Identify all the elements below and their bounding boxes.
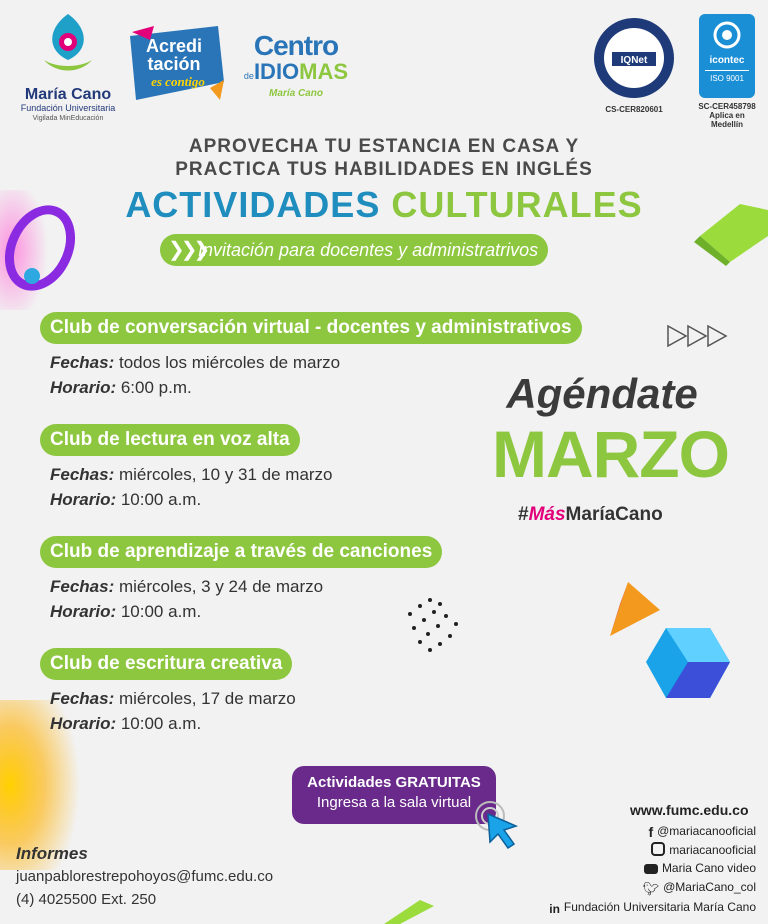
facebook-handle: @mariacanooficial: [657, 824, 756, 838]
fechas-value: miércoles, 17 de marzo: [114, 689, 296, 708]
activity-details: [50, 686, 296, 736]
hashtag-hash: #: [518, 504, 529, 525]
contact-email[interactable]: juanpablorestrepohoyos@fumc.edu.co: [16, 868, 274, 885]
title-word-2: CULTURALES: [391, 184, 643, 225]
cert-iqnet: [592, 16, 676, 114]
hashtag-rest: MaríaCano: [565, 504, 663, 525]
hashtag: [518, 504, 663, 526]
invite-text: Invitación para docentes y administratrivos: [198, 240, 539, 260]
centro-line1: Centro: [253, 30, 339, 61]
icontec-code: SC-CER458798: [698, 102, 756, 111]
activity-details: [50, 462, 333, 512]
decor-arrows: [666, 324, 728, 348]
invite-banner: [160, 234, 548, 266]
fechas-label: Fechas:: [50, 689, 115, 708]
centro-line2: [240, 60, 352, 88]
decor-blue-cube: [644, 626, 732, 700]
acred-line1: Acredi: [145, 36, 203, 56]
instagram-handle: mariacanooficial: [669, 843, 756, 857]
instagram-icon: [651, 842, 665, 856]
horario-label: Horario:: [50, 602, 117, 621]
fechas-label: Fechas:: [50, 465, 115, 484]
fechas-label: Fechas:: [50, 353, 115, 372]
horario-value: 10:00 a.m.: [116, 714, 202, 733]
activity-title: Club de aprendizaje a través de canciones: [40, 536, 442, 568]
youtube-icon: [644, 864, 658, 874]
icontec-label: icontec: [709, 55, 745, 66]
fechas-label: Fechas:: [50, 577, 115, 596]
contact-phone: (4) 4025500 Ext. 250: [16, 891, 157, 908]
centro-de: de: [243, 71, 254, 81]
virtual-room-button[interactable]: [292, 766, 496, 824]
horario-label: Horario:: [50, 714, 117, 733]
horario-value: 6:00 p.m.: [116, 378, 192, 397]
headline-line2: PRACTICA TUS HABILIDADES EN INGLÉS: [175, 159, 593, 180]
logo-maria-cano: [18, 12, 118, 122]
acred-line2: tación: [147, 54, 201, 74]
maria-cano-vigilada: Vigilada MinEducación: [32, 115, 104, 122]
informes-label: Informes: [16, 844, 88, 863]
horario-value: 10:00 a.m.: [116, 602, 202, 621]
maria-cano-name: María Cano: [24, 86, 112, 103]
svg-text:IQNet: IQNet: [620, 55, 648, 66]
cta-line2: Ingresa a la sala virtual: [316, 794, 472, 811]
headline-line1: APROVECHA TU ESTANCIA EN CASA Y: [188, 136, 580, 157]
agendate-text: Agéndate: [506, 370, 698, 417]
maria-cano-subtitle: Fundación Universitaria: [20, 103, 116, 113]
cta-line1: Actividades GRATUITAS: [307, 774, 481, 791]
iqnet-code: CS-CER820601: [605, 105, 663, 114]
horario-value: 10:00 a.m.: [116, 490, 202, 509]
linkedin-icon: in: [549, 902, 560, 916]
icontec-logo-icon: [712, 20, 742, 50]
centro-line3: María Cano: [269, 88, 323, 99]
logo-centro-idiomas: [240, 32, 352, 104]
facebook-icon: f: [648, 824, 654, 840]
chevrons-icon: ❯❯❯: [168, 239, 207, 261]
horario-label: Horario:: [50, 490, 117, 509]
iqnet-seal-icon: [592, 16, 676, 100]
twitter-handle: @MariaCano_col: [663, 880, 756, 894]
month-text: MARZO: [492, 417, 729, 491]
acred-line3: es contigo: [151, 74, 205, 89]
activity-details: [50, 574, 323, 624]
fechas-value: todos los miércoles de marzo: [114, 353, 341, 372]
icontec-badge: [699, 14, 755, 98]
youtube-handle: Maria Cano video: [661, 861, 756, 875]
icontec-note: Aplica en Medellín: [709, 111, 745, 129]
horario-label: Horario:: [50, 378, 117, 397]
centro-idio: IDIO: [253, 59, 300, 84]
page-title: [0, 184, 768, 226]
linkedin-handle: Fundación Universitaria María Cano: [563, 900, 756, 914]
activity-title: Club de lectura en voz alta: [40, 424, 300, 456]
activity-title: Club de escritura creativa: [40, 648, 292, 680]
title-word-1: ACTIVIDADES: [125, 184, 381, 225]
maria-cano-emblem-icon: [38, 12, 98, 76]
centro-mas: MAS: [299, 59, 349, 84]
fechas-value: miércoles, 3 y 24 de marzo: [114, 577, 324, 596]
logo-acreditacion: [124, 22, 228, 104]
instagram-link[interactable]: [0, 841, 756, 859]
facebook-link[interactable]: [0, 822, 756, 840]
icontec-iso: ISO 9001: [705, 70, 749, 83]
hashtag-highlight: Más: [528, 504, 566, 525]
twitter-icon: 🐦︎: [642, 881, 660, 896]
decor-dots: [400, 596, 464, 654]
activity-details: [50, 350, 340, 400]
cert-icontec: [694, 14, 760, 129]
website-link[interactable]: www.fumc.edu.co: [630, 802, 749, 818]
activity-title: Club de conversación virtual - docentes y administrativos: [40, 312, 582, 344]
fechas-value: miércoles, 10 y 31 de marzo: [114, 465, 333, 484]
